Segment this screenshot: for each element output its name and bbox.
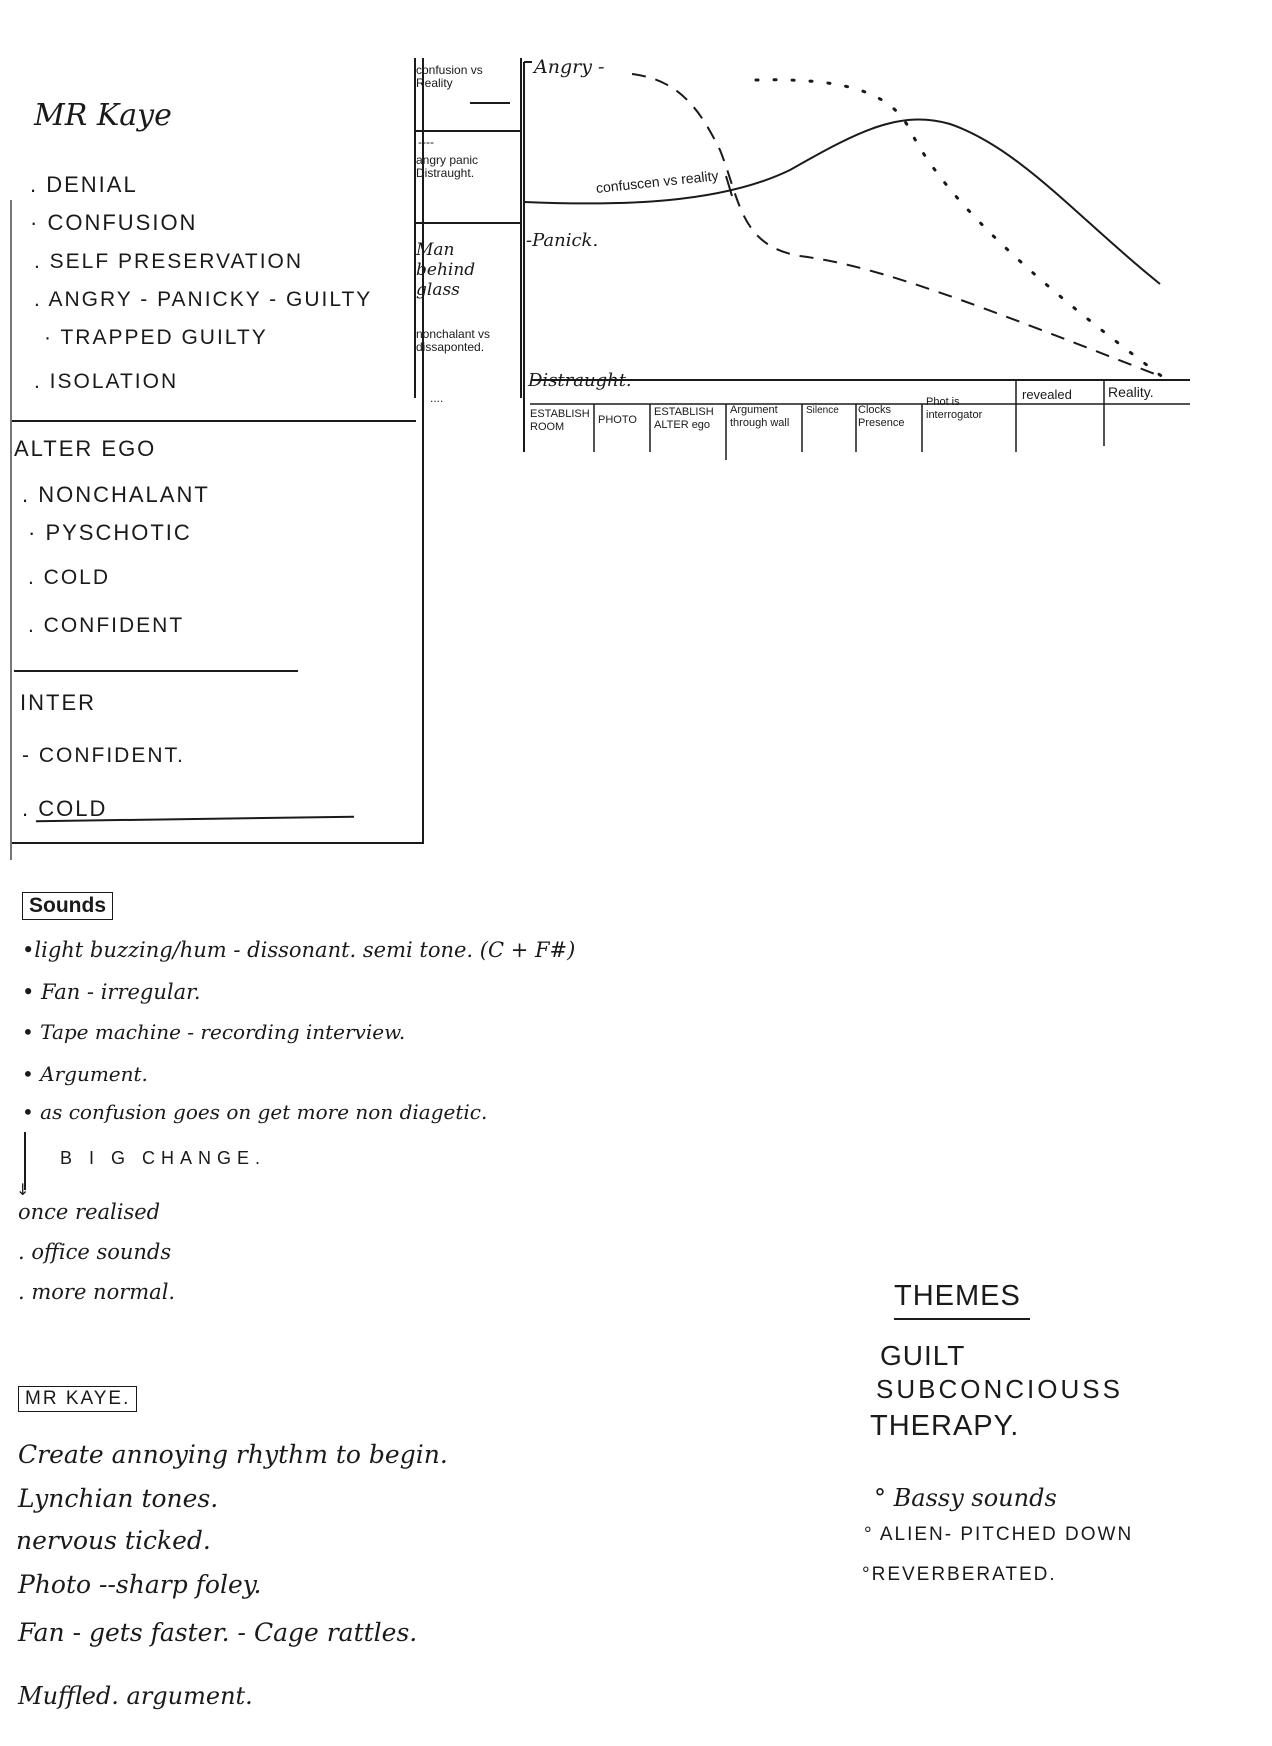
trait-item: · PYSCHOTIC [28, 520, 192, 545]
graph-x-label: ESTABLISH ROOM [530, 408, 590, 433]
sounds-heading: Sounds [22, 892, 113, 920]
graph-x-label: Reality. [1108, 384, 1154, 400]
trait-item: . DENIAL [30, 172, 138, 197]
legend-ellipsis: .... [430, 391, 444, 405]
after-item: . more normal. [18, 1280, 176, 1304]
graph-x-label: Clocks Presence [858, 404, 905, 429]
graph-x-label: ESTABLISH ALTER ego [654, 406, 714, 431]
legend-cell: nonchalant vs dissaponted. [416, 327, 491, 354]
theme-item: SUBCONCIOUSS [876, 1374, 1123, 1404]
theme-sound-item: ° ALIEN- PITCHED DOWN [864, 1524, 1134, 1545]
curve-label: confuscen vs reality [595, 167, 720, 196]
themes-underline [894, 1318, 1030, 1320]
note-line: Photo --sharp foley. [18, 1570, 262, 1599]
graph-x-label: Silence [806, 405, 839, 416]
after-item: . office sounds [18, 1240, 172, 1264]
theme-item: THERAPY. [870, 1410, 1020, 1442]
sound-item: • Fan - irregular. [22, 980, 201, 1004]
note-line: nervous ticked. [16, 1526, 211, 1555]
themes-heading: THEMES [894, 1280, 1021, 1312]
note-line: Muffled. argument. [18, 1682, 253, 1710]
theme-sound-item: ° Bassy sounds [874, 1484, 1057, 1512]
trait-item: · TRAPPED GUILTY [44, 326, 268, 349]
arrow-head-icon: ↓ [16, 1180, 30, 1199]
trait-item: . SELF PRESERVATION [34, 250, 304, 273]
alter-ego-curve [756, 80, 1164, 378]
legend-swatch-dash: ---- [418, 135, 434, 149]
graph-y-label: Distraught. [528, 370, 632, 391]
note-line: Create annoying rhythm to begin. [18, 1440, 448, 1469]
big-change-label: B I G CHANGE. [60, 1148, 267, 1168]
trait-item: . NONCHALANT [22, 482, 210, 507]
legend-cell: Man behind glass [416, 240, 476, 300]
graph-y-label: Angry - [534, 56, 605, 78]
mr-kaye-notes-heading: MR KAYE. [18, 1386, 137, 1412]
legend-cell: angry panic Distraught. [416, 153, 479, 180]
trait-item: · CONFUSION [30, 210, 198, 235]
trait-item: . COLD [22, 796, 108, 821]
after-item: once realised [18, 1200, 161, 1224]
alter-ego-heading: ALTER EGO [14, 436, 157, 461]
graph-x-label: Phot is interrogator [926, 396, 983, 421]
mr-kaye-heading: MR Kaye [34, 98, 172, 133]
theme-item: GUILT [880, 1340, 966, 1371]
graph-y-label: -Panick. [526, 230, 599, 251]
trait-item: . COLD [28, 566, 111, 589]
graph-x-label: Argument through wall [730, 404, 790, 429]
sound-item: • Tape machine - recording interview. [22, 1020, 406, 1044]
note-line: Fan - gets faster. - Cage rattles. [18, 1618, 418, 1647]
sound-item: • Argument. [22, 1062, 148, 1086]
graph-x-label: PHOTO [598, 414, 637, 426]
legend-cell: confusion vs Reality [416, 63, 483, 90]
sound-item: •light buzzing/hum - dissonant. semi tone. (C + F#) [22, 938, 576, 962]
sound-item: • as confusion goes on get more non diagetic. [22, 1100, 488, 1124]
trait-item: . ISOLATION [34, 370, 179, 393]
inter-heading: INTER [20, 690, 96, 715]
emotion-curve [632, 74, 1160, 376]
trait-item: . CONFIDENT [28, 614, 185, 637]
trait-item: - CONFIDENT. [22, 744, 185, 767]
trait-item: . ANGRY - PANICKY - GUILTY [34, 288, 373, 311]
confusion-curve [524, 120, 1160, 284]
note-line: Lynchian tones. [18, 1484, 219, 1513]
theme-sound-item: °REVERBERATED. [862, 1564, 1057, 1585]
graph-x-label: revealed [1022, 387, 1072, 402]
